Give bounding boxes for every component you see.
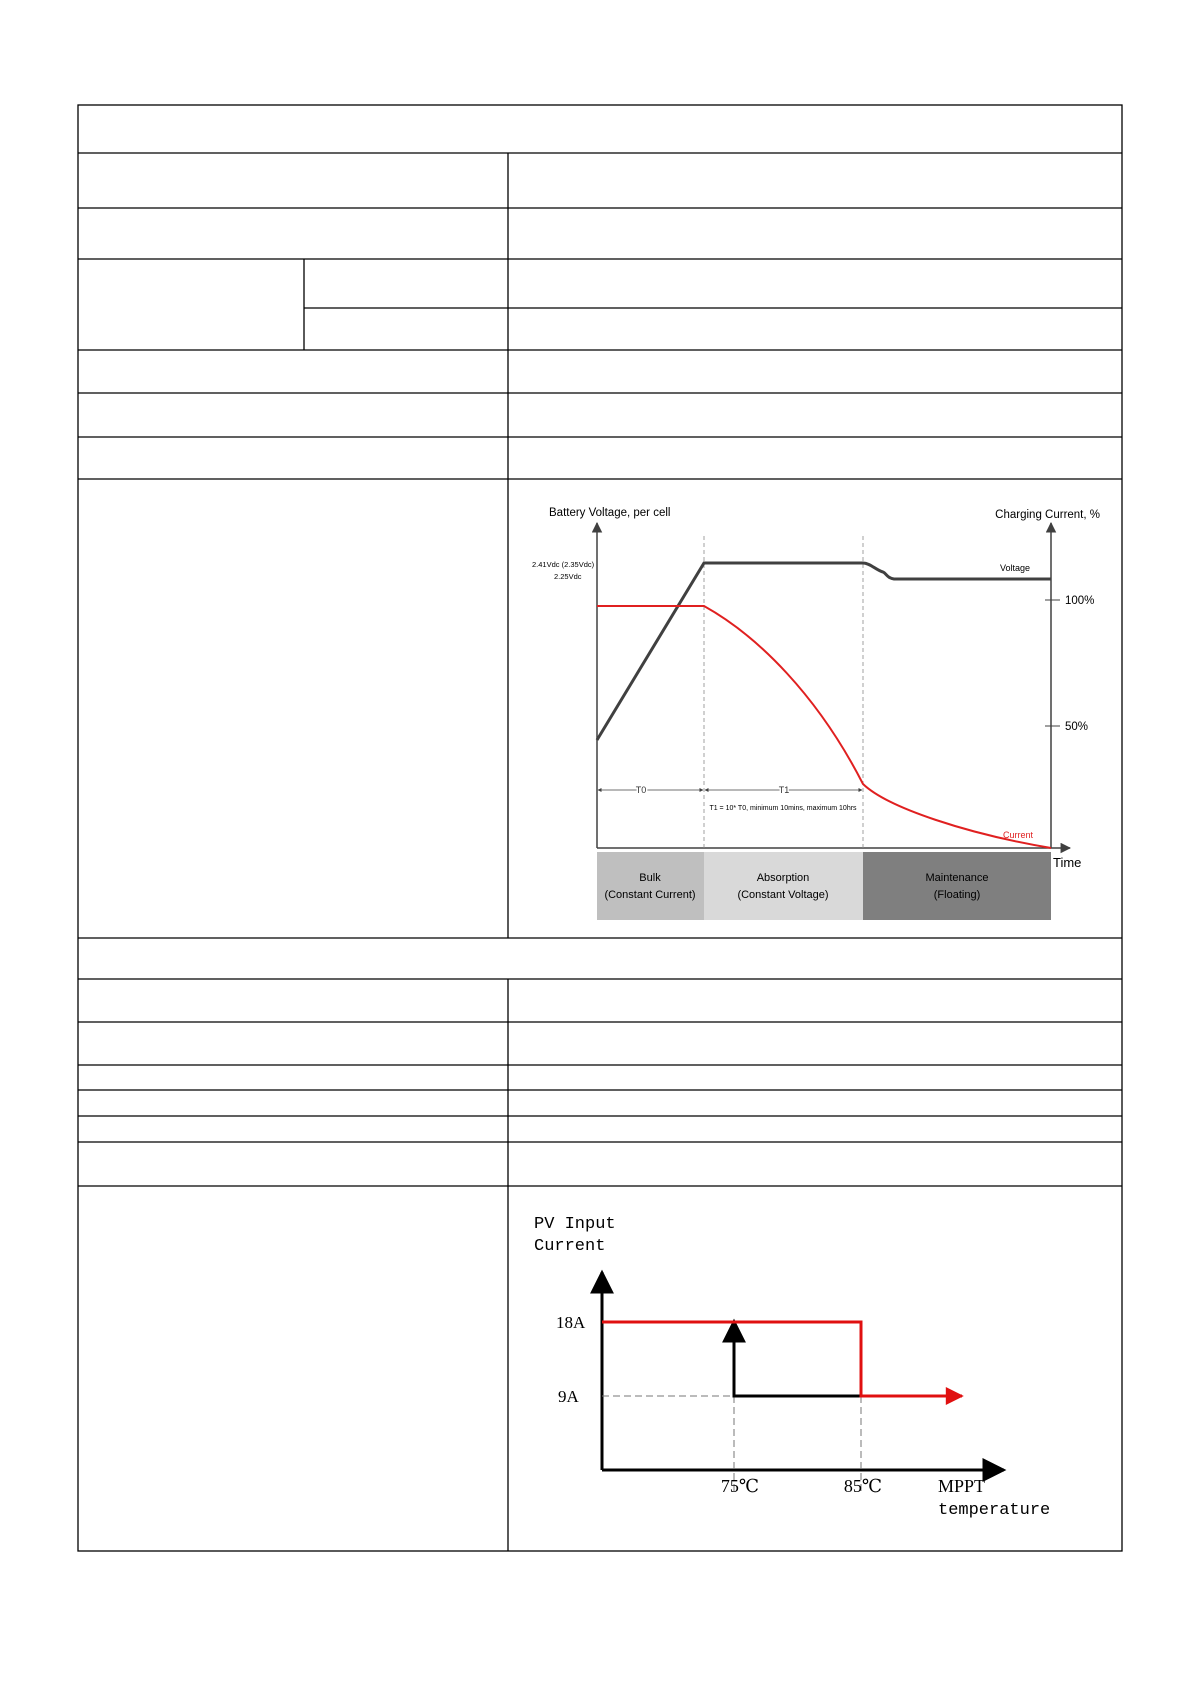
mppt-derating-chart: [518, 1208, 1108, 1564]
y-tick-9a: 9A: [558, 1387, 579, 1406]
t0-label: T0: [635, 785, 647, 795]
stage-bulk-detail: (Constant Current): [604, 889, 696, 901]
stage-maintenance-detail: (Floating): [933, 889, 981, 901]
recovery-line: [734, 1321, 861, 1396]
voltage-annotation-1: 2.41Vdc (2.35Vdc): [532, 560, 595, 569]
stage-box-absorption: [704, 852, 863, 920]
stage-absorption-name: Absorption: [756, 872, 810, 884]
y-axis-right-label: Charging Current, %: [995, 509, 1100, 521]
t1-label: T1: [778, 785, 790, 795]
y-axis-label-line1: PV Input: [534, 1215, 616, 1234]
t1-note: T1 = 10* T0, minimum 10mins, maximum 10hrs: [709, 805, 857, 812]
stage-maintenance-name: Maintenance: [925, 872, 989, 884]
stage-bulk-name: Bulk: [639, 872, 661, 884]
voltage-curve: [597, 563, 1051, 740]
voltage-series-label: Voltage: [1000, 563, 1031, 573]
stage-box-bulk: [597, 852, 704, 920]
current-limit-line: [602, 1322, 962, 1396]
x-tick-85c: 85℃: [843, 1476, 883, 1496]
current-series-label: Current: [1003, 830, 1034, 840]
stage-box-maintenance: [863, 852, 1051, 920]
y-axis-label-line2: Current: [534, 1237, 606, 1256]
y-axis-left-label: Battery Voltage, per cell: [549, 507, 671, 519]
x-axis-label: Time: [1053, 855, 1082, 870]
tick-100-label: 100%: [1065, 595, 1095, 607]
voltage-annotation-2: 2.25Vdc: [554, 572, 582, 581]
stage-absorption-detail: (Constant Voltage): [737, 889, 829, 901]
tick-50-label: 50%: [1065, 721, 1089, 733]
charging-curve-chart: [518, 496, 1114, 932]
x-axis-label-line1: MPPT: [938, 1476, 986, 1496]
y-tick-18a: 18A: [556, 1313, 586, 1332]
x-axis-label-line2: temperature: [938, 1501, 1051, 1520]
x-tick-75c: 75℃: [720, 1476, 760, 1496]
